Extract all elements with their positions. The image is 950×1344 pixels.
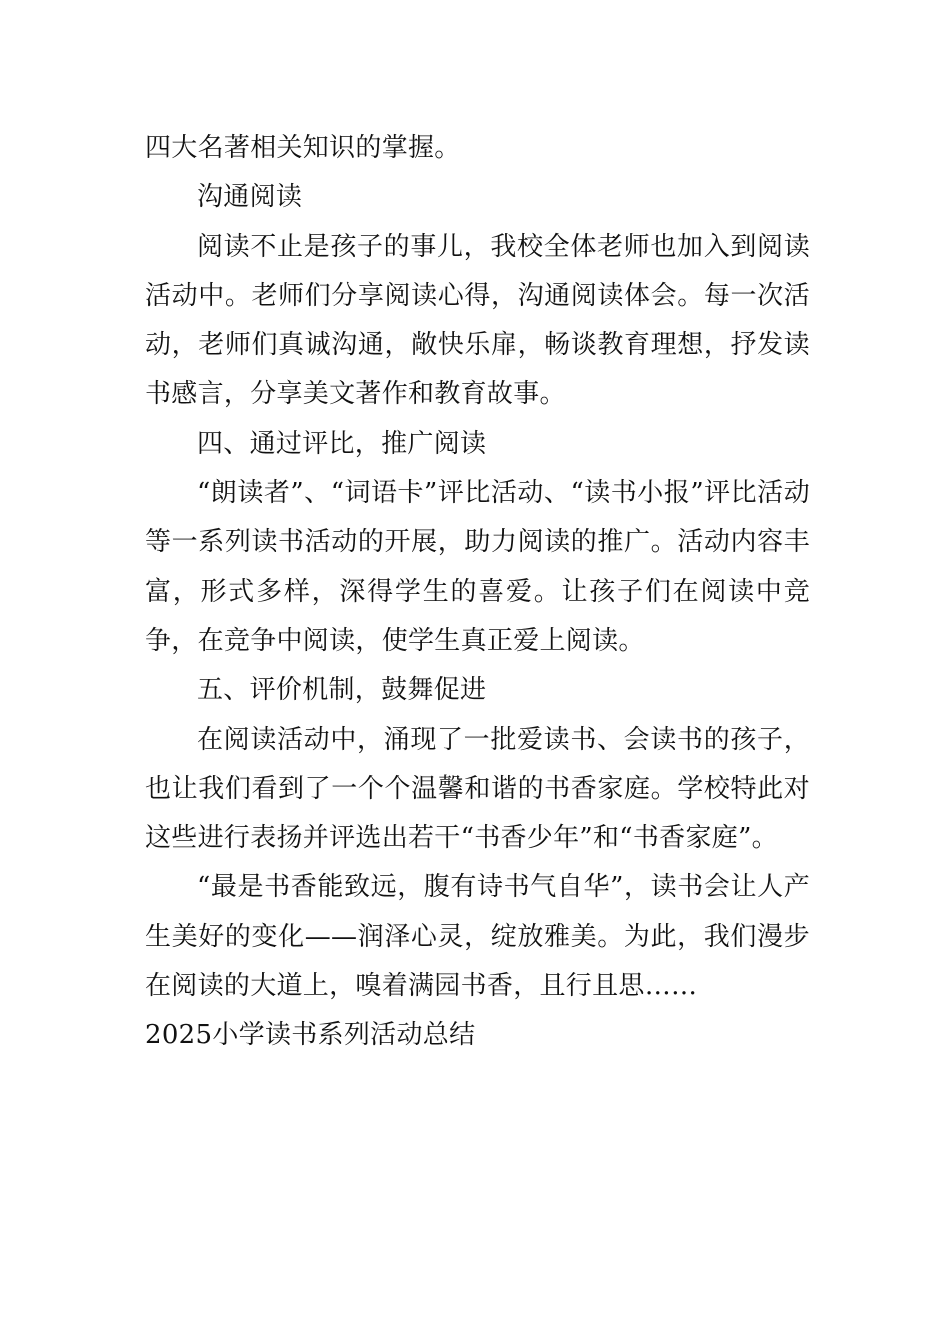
paragraph-evaluation: 在阅读活动中，涌现了一批爱读书、会读书的孩子，也让我们看到了一个个温馨和谐的书香家庭。学校特此对这些进行表扬并评选出若干“书香少年”和“书香家庭”。	[145, 724, 810, 854]
section-heading-four: 四、通过评比，推广阅读	[197, 428, 487, 459]
paragraph-closing: “最是书香能致远，腹有诗书气自华”，读书会让人产生美好的变化——润泽心灵，绽放雅美。为此，我们漫步在阅读的大道上，嗅着满园书香，且行且思……	[145, 872, 810, 1002]
section-heading-communication-reading: 沟通阅读	[197, 182, 303, 213]
paragraph-teachers-reading: 阅读不止是孩子的事儿，我校全体老师也加入到阅读活动中。老师们分享阅读心得，沟通阅读体会。每一次活动，老师们真诚沟通，敞快乐扉，畅谈教育理想，抒发读书感言，分享美文著作和教育故事。	[145, 231, 810, 410]
paragraph-competitions: “朗读者”、“词语卡”评比活动、“读书小报”评比活动等一系列读书活动的开展，助力阅读的推广。活动内容丰富，形式多样，深得学生的喜爱。让孩子们在阅读中竞争，在竞争中阅读，使学生真正爱上阅读。	[145, 478, 810, 656]
document-title-footer: 2025小学读书系列活动总结	[145, 1020, 476, 1051]
paragraph-continuation: 四大名著相关知识的掌握。	[145, 133, 461, 163]
section-heading-five: 五、评价机制，鼓舞促进	[197, 675, 487, 706]
document-body	[145, 124, 810, 1061]
